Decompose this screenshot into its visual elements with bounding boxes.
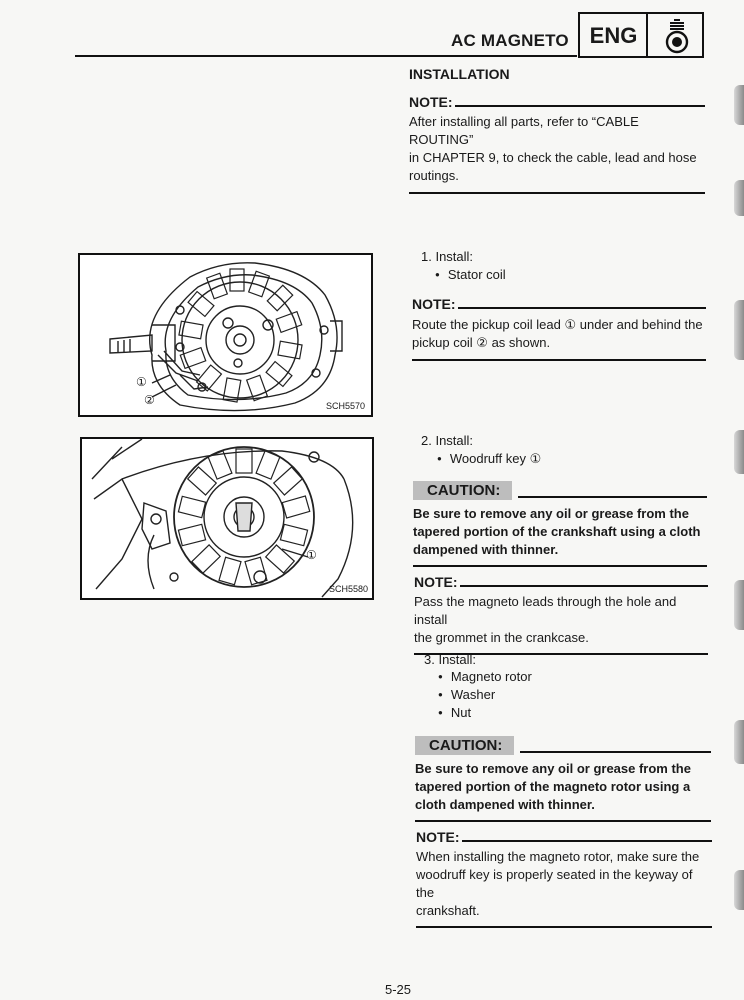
note-line: Pass the magneto leads through the hole and install	[414, 594, 677, 627]
note-label: NOTE:	[412, 296, 456, 312]
note-line: After installing all parts, refer to “CABLE ROUTING”	[409, 114, 639, 147]
caution-line: Be sure to remove any oil or grease from the	[415, 761, 691, 776]
note-line: in CHAPTER 9, to check the cable, lead and hose	[409, 150, 697, 165]
note-line: the grommet in the crankcase.	[414, 630, 589, 645]
note-line: crankshaft.	[416, 903, 480, 918]
eng-badge-label: ENG	[589, 23, 638, 48]
caution-block-2	[415, 736, 711, 822]
caution-heading	[415, 736, 711, 755]
step-2-item: ● Woodruff key ①	[437, 450, 541, 470]
header-rule	[75, 55, 577, 57]
note-end-rule	[412, 359, 706, 361]
note-heading	[414, 574, 708, 590]
note-line: pickup coil ② as shown.	[412, 335, 551, 350]
note-heading	[412, 296, 706, 312]
badge-divider	[646, 14, 648, 56]
eng-badge	[578, 12, 704, 58]
figure-woodruff-key	[80, 437, 374, 600]
note-line: When installing the magneto rotor, make sure the	[416, 849, 700, 864]
binding-tab	[734, 300, 744, 360]
binding-tab	[734, 180, 744, 216]
step-1-item: ● Stator coil	[435, 266, 506, 286]
binding-tab	[734, 870, 744, 910]
caution-line: Be sure to remove any oil or grease from the	[413, 506, 689, 521]
note-line: Route the pickup coil lead ① under and behind the	[412, 317, 703, 332]
note-heading	[409, 94, 705, 110]
note-line: routings.	[409, 168, 459, 183]
note-block-1	[409, 94, 705, 194]
note-block-3	[414, 574, 708, 655]
figure-stator-coil	[78, 253, 373, 417]
binding-tab	[734, 720, 744, 764]
callout-1: ①	[136, 375, 147, 389]
note-block-2	[412, 296, 706, 361]
caution-line: tapered portion of the crankshaft using a cloth	[413, 524, 701, 539]
note-label: NOTE:	[414, 574, 458, 590]
callout-2: ②	[144, 393, 155, 407]
callout-1: ①	[306, 548, 317, 562]
figure-code: SCH5570	[325, 401, 365, 411]
caution-label: CAUTION:	[415, 736, 514, 755]
note-block-4	[416, 829, 712, 928]
binding-tab	[734, 580, 744, 630]
caution-end-rule	[413, 565, 707, 567]
caution-end-rule	[415, 820, 711, 822]
page-number: 5-25	[385, 982, 412, 997]
step-3-item: ● Nut	[438, 704, 471, 724]
note-label: NOTE:	[409, 94, 453, 110]
note-end-rule	[416, 926, 712, 928]
note-line: woodruff key is properly seated in the keyway of the	[416, 867, 693, 900]
figure-code: SCH5580	[328, 584, 368, 594]
note-end-rule	[409, 192, 705, 194]
caution-line: tapered portion of the magneto rotor using a	[415, 779, 691, 794]
engine-icon	[660, 18, 694, 54]
note-label: NOTE:	[416, 829, 460, 845]
woodruff-key-illustration	[82, 439, 372, 598]
step-2-label: 2. Install:	[421, 433, 474, 448]
caution-line: dampened with thinner.	[413, 542, 559, 557]
section-header-title: AC MAGNETO	[451, 31, 569, 50]
caution-line: cloth dampened with thinner.	[415, 797, 595, 812]
step-3-item: ● Washer	[438, 686, 495, 706]
binding-tab	[734, 430, 744, 474]
step-1-label: 1. Install:	[421, 249, 474, 264]
step-3-label: 3. Install:	[424, 652, 477, 667]
caution-block-1	[413, 481, 707, 567]
caution-label: CAUTION:	[413, 481, 512, 500]
section-title: INSTALLATION	[409, 66, 510, 82]
binding-tab	[734, 85, 744, 125]
stator-coil-illustration	[80, 255, 371, 415]
caution-heading	[413, 481, 707, 500]
step-3-item: ● Magneto rotor	[438, 668, 532, 688]
note-heading	[416, 829, 712, 845]
